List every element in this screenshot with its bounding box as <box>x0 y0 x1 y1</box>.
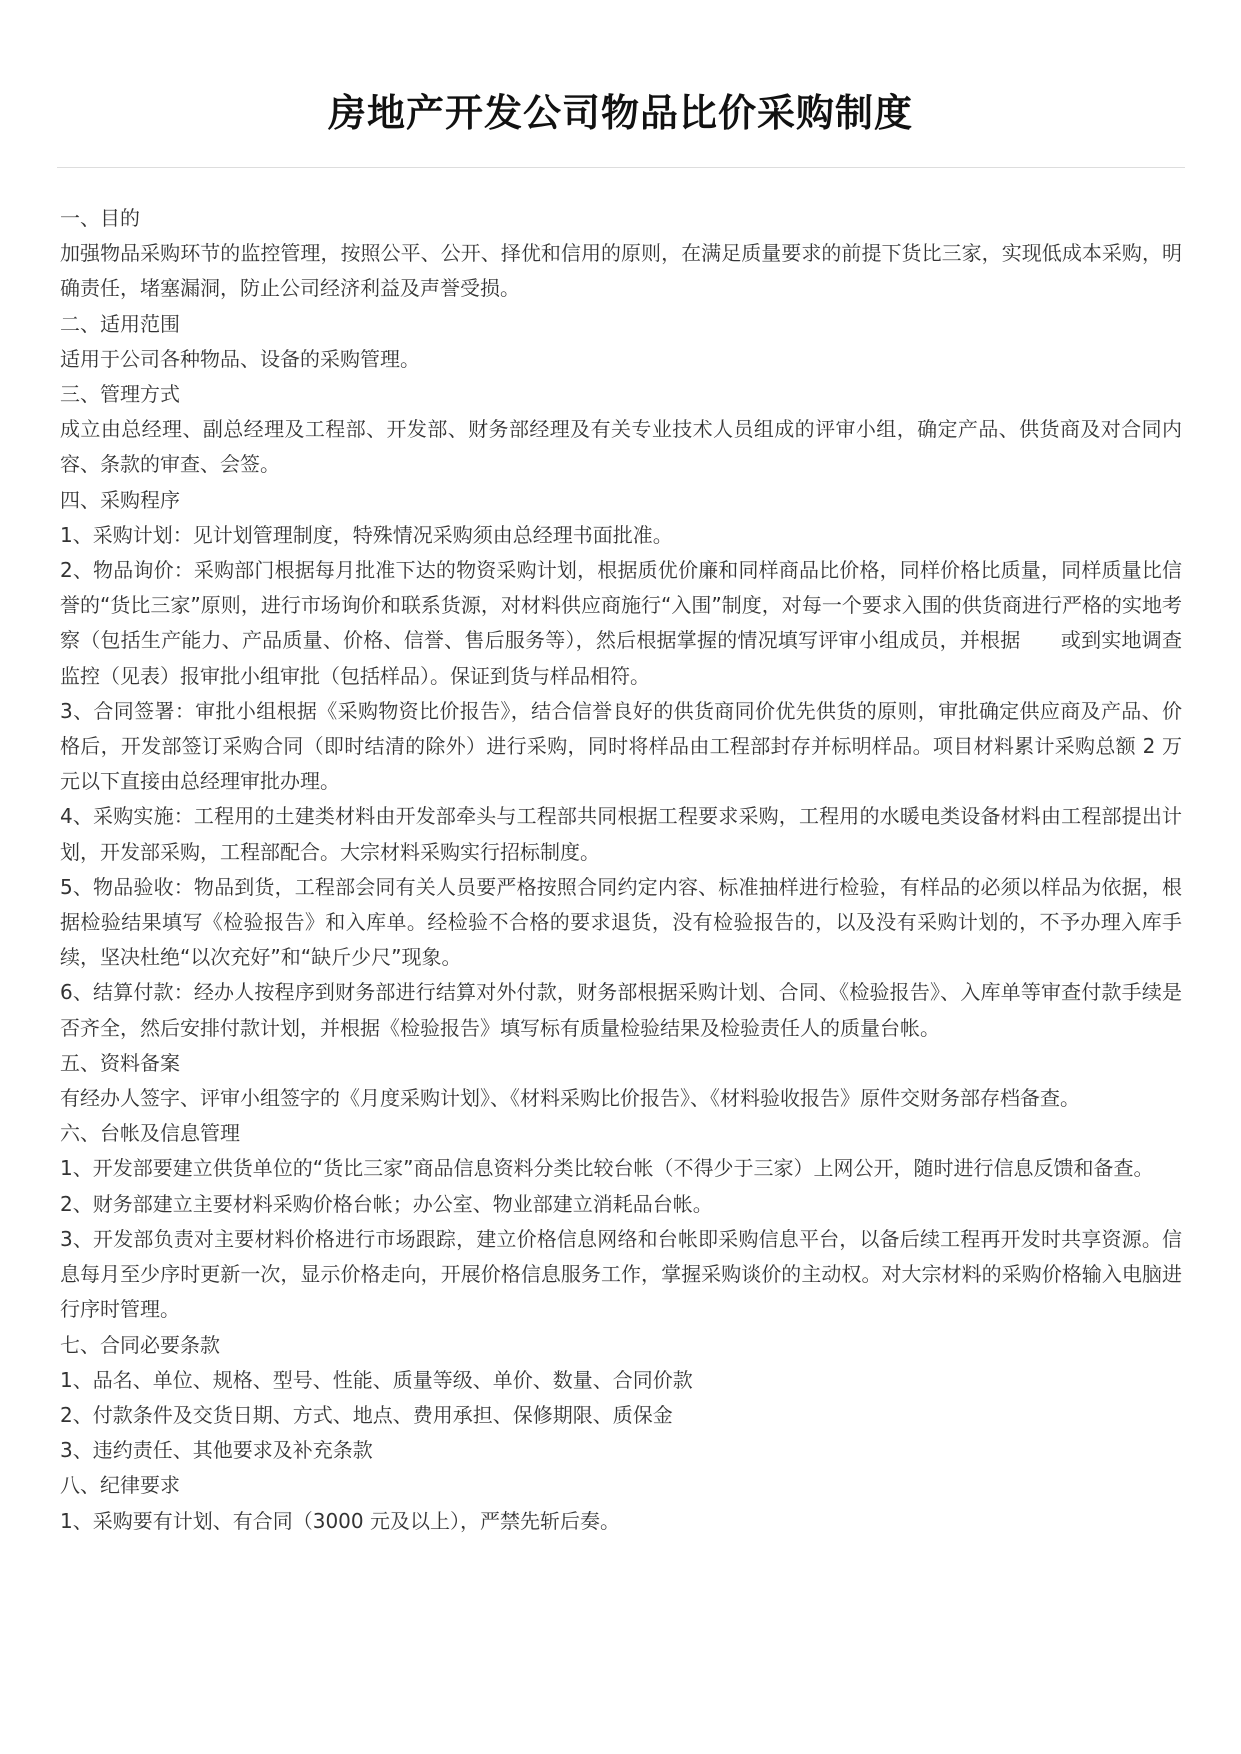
body-paragraph: 5、物品验收：物品到货，工程部会同有关人员要严格按照合同约定内容、标准抽样进行检验，有样品的必须以样品为依据，根据检验结果填写《检验报告》和入库单。经检验不合格的要求退货，没有检验报告的，以及没有采购计划的，不予办理入库手续，坚决杜绝“以次充好”和“缺斤少尺”现象。 <box>60 874 1182 970</box>
body-paragraph: 2、付款条件及交货日期、方式、地点、费用承担、保修期限、质保金 <box>60 1402 673 1427</box>
section-heading: 五、资料备案 <box>60 1050 180 1075</box>
body-paragraph: 有经办人签字、评审小组签字的《月度采购计划》、《材料采购比价报告》、《材料验收报告》原件交财务部存档备查。 <box>60 1086 1080 1111</box>
body-paragraph: 加强物品采购环节的监控管理，按照公平、公开、择优和信用的原则，在满足质量要求的前提下货比三家，实现低成本采购，明确责任，堵塞漏洞，防止公司经济利益及声誉受损。 <box>60 241 1182 301</box>
body-paragraph: 1、开发部要建立供货单位的“货比三家”商品信息资料分类比较台帐（不得少于三家）上网公开，随时进行信息反馈和备查。 <box>60 1156 1154 1181</box>
body-paragraph: 3、合同签署：审批小组根据《采购物资比价报告》，结合信誉良好的供货商同价优先供货的原则，审批确定供应商及产品、价格后，开发部签订采购合同（即时结清的除外）进行采购，同时将样品由工程部封存并标明样品。项目材料累计采购总额 2 万元以下直接由总经理审批办理。 <box>60 698 1182 794</box>
body-paragraph: 1、采购计划：见计划管理制度，特殊情况采购须由总经理书面批准。 <box>60 522 673 547</box>
section-heading: 三、管理方式 <box>60 382 180 407</box>
section-heading: 一、目的 <box>60 206 140 230</box>
body-paragraph: 4、采购实施：工程用的土建类材料由开发部牵头与工程部共同根据工程要求采购，工程用的水暖电类设备材料由工程部提出计划，开发部采购，工程部配合。大宗材料采购实行招标制度。 <box>60 804 1182 864</box>
body-paragraph: 成立由总经理、副总经理及工程部、开发部、财务部经理及有关专业技术人员组成的评审小组，确定产品、供货商及对合同内容、条款的审查、会签。 <box>60 417 1182 477</box>
body-paragraph: 3、开发部负责对主要材料价格进行市场跟踪，建立价格信息网络和台帐即采购信息平台，以备后续工程再开发时共享资源。信息每月至少序时更新一次，显示价格走向，开展价格信息服务工作，掌握采购谈价的主动权。对大宗材料的采购价格输入电脑进行序时管理。 <box>60 1226 1182 1322</box>
body-paragraph: 2、物品询价：采购部门根据每月批准下达的物资采购计划，根据质优价廉和同样商品比价格，同样价格比质量，同样质量比信誉的“货比三家”原则，进行市场询价和联系货源，对材料供应商施行“入围”制度，对每一个要求入围的供货商进行严格的实地考察（包括生产能力、产品质量、价格、信誉、售后服务等），然后根据掌握的情况填写评审小组成员，并根据 或到实地调查监控（见表）报审批小组审批（包括样品）。保证到货与样品相符。 <box>60 558 1182 688</box>
section-heading: 八、纪律要求 <box>60 1473 180 1498</box>
section-heading: 二、适用范围 <box>60 311 180 336</box>
page-title: 房地产开发公司物品比价采购制度 <box>327 91 913 135</box>
body-paragraph: 3、违约责任、其他要求及补充条款 <box>60 1438 373 1463</box>
body-paragraph: 1、品名、单位、规格、型号、性能、质量等级、单价、数量、合同价款 <box>60 1367 693 1392</box>
section-heading: 七、合同必要条款 <box>60 1332 220 1357</box>
section-heading: 六、台帐及信息管理 <box>60 1121 240 1146</box>
section-heading: 四、采购程序 <box>60 487 180 512</box>
body-paragraph: 1、采购要有计划、有合同（3000 元及以上），严禁先斩后奏。 <box>60 1508 620 1533</box>
body-paragraph: 适用于公司各种物品、设备的采购管理。 <box>60 346 420 371</box>
body-paragraph: 6、结算付款：经办人按程序到财务部进行结算对外付款，财务部根据采购计划、合同、《检验报告》、入库单等审查付款手续是否齐全，然后安排付款计划，并根据《检验报告》填写标有质量检验结果及检验责任人的质量台帐。 <box>60 980 1182 1040</box>
title-divider <box>57 167 1185 168</box>
body-paragraph: 2、财务部建立主要材料采购价格台帐；办公室、物业部建立消耗品台帐。 <box>60 1191 713 1216</box>
document-body <box>60 201 1182 1539</box>
